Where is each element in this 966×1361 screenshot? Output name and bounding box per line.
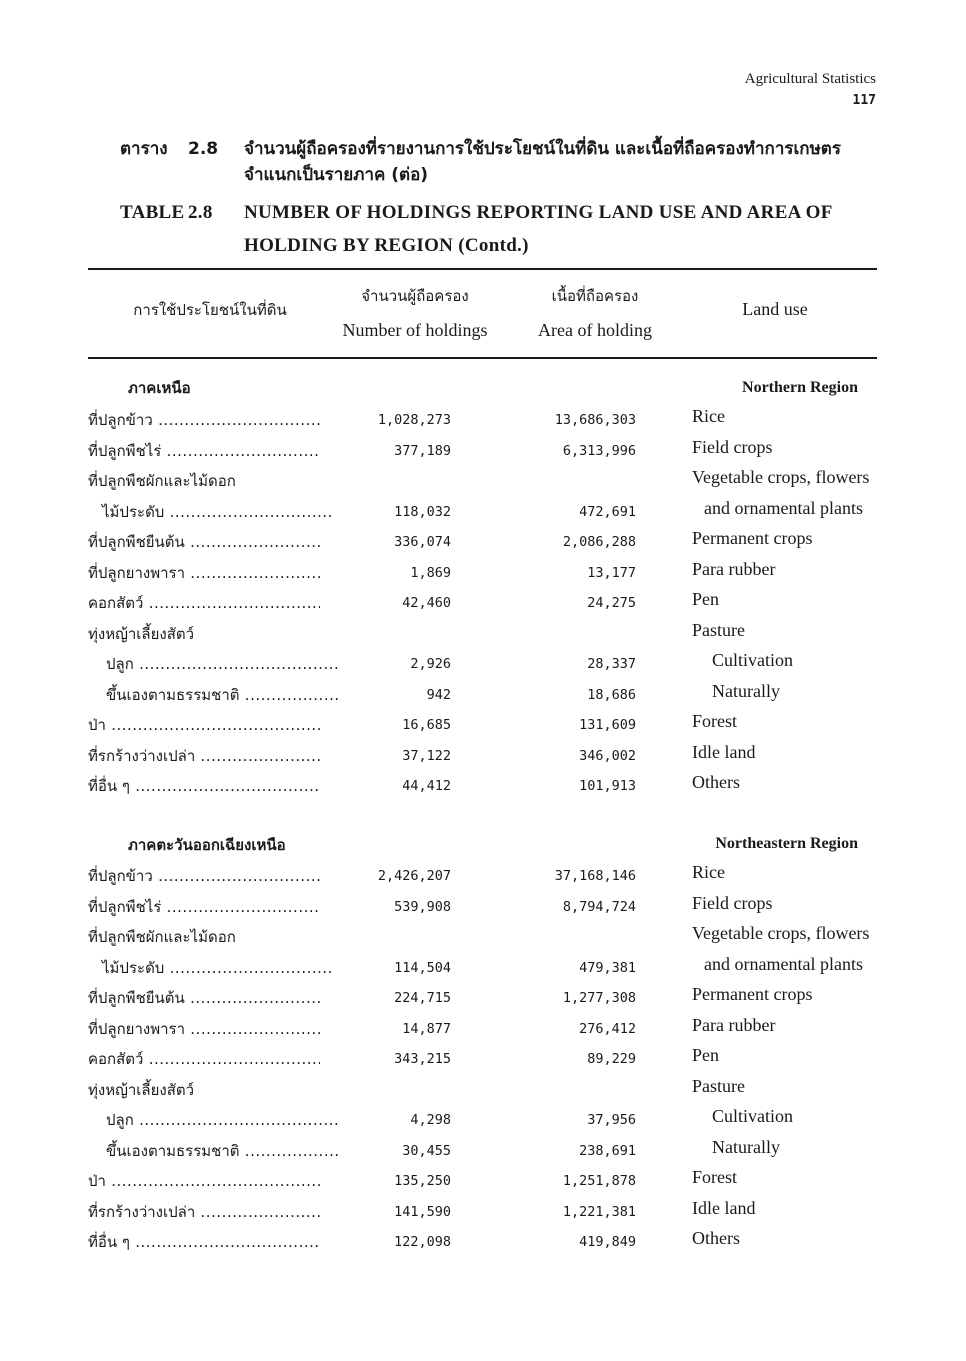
holdings-cell: 44,412 xyxy=(402,778,451,794)
land-use-thai-cell xyxy=(88,925,320,949)
table-row xyxy=(0,436,966,469)
holdings-cell: 42,460 xyxy=(402,595,451,611)
holdings-cell: 118,032 xyxy=(394,503,451,520)
table-row xyxy=(0,864,966,894)
table-row xyxy=(0,892,966,925)
title-eng-line-1: NUMBER OF HOLDINGS REPORTING LAND USE AND AREA OF xyxy=(244,202,833,223)
table-row xyxy=(0,652,966,682)
land-use-thai-text: ที่รกร้างว่างเปล่า ..... xyxy=(88,747,320,765)
land-use-thai-text: ที่ปลูกพืชไร่ ..... xyxy=(88,442,320,460)
land-use-thai-cell xyxy=(88,956,334,980)
land-use-thai-text: ที่ปลูกพืชผักและไม้ดอก xyxy=(88,928,236,946)
land-use-thai-text: ทุ่งหญ้าเลี้ยงสัตว์ xyxy=(88,1080,195,1099)
land-use-english-cell: Others xyxy=(692,772,740,792)
table-row xyxy=(0,1136,966,1169)
table-row xyxy=(0,1075,966,1108)
land-use-english-cell: Idle land xyxy=(692,1197,756,1218)
table-row xyxy=(0,591,966,621)
table-row xyxy=(0,530,966,560)
land-use-thai-cell xyxy=(88,744,320,768)
land-use-thai-cell xyxy=(88,591,320,615)
table-row xyxy=(0,1014,966,1047)
table-row xyxy=(0,680,966,713)
column-header-area-english: Area of holding xyxy=(538,320,652,340)
column-header-holdings xyxy=(325,284,505,341)
land-use-english-cell: Naturally xyxy=(712,680,780,701)
land-use-thai-cell xyxy=(88,1078,320,1102)
land-use-thai-text: ที่รกร้างว่างเปล่า ..... xyxy=(88,1203,320,1221)
land-use-english-cell: Permanent crops xyxy=(692,984,813,1004)
land-use-thai-text: ขึ้นเองตามธรรมชาติ ..... xyxy=(106,686,338,704)
land-use-thai-text: ปลูก ..... xyxy=(106,655,338,673)
holdings-cell: 2,426,207 xyxy=(377,868,451,884)
land-use-thai-text: ที่ปลูกข้าว ..... xyxy=(88,411,320,429)
area-cell: 1,221,381 xyxy=(562,1203,636,1220)
land-use-thai-cell xyxy=(88,683,338,707)
title-eng-line-2: HOLDING BY REGION (Contd.) xyxy=(244,235,529,256)
land-use-thai-text: ไม้ประดับ ..... xyxy=(102,503,334,521)
area-cell: 89,229 xyxy=(587,1051,636,1067)
area-cell: 238,691 xyxy=(579,1142,636,1159)
area-cell: 479,381 xyxy=(579,959,636,976)
land-use-thai-cell xyxy=(88,622,320,646)
land-use-thai-cell xyxy=(88,408,320,432)
land-use-thai-text: ที่ปลูกข้าว ..... xyxy=(88,867,320,885)
land-use-thai-text: ที่ปลูกพืชไร่ ..... xyxy=(88,898,320,916)
area-cell: 2,086,288 xyxy=(562,534,636,550)
area-cell: 346,002 xyxy=(579,747,636,764)
land-use-english-cell: Naturally xyxy=(712,1136,780,1157)
land-use-thai-text: คอกสัตว์ ..... xyxy=(88,1050,320,1068)
holdings-cell: 37,122 xyxy=(402,747,451,764)
table-row xyxy=(0,1230,966,1260)
area-cell: 131,609 xyxy=(579,717,636,733)
land-use-english-cell: Field crops xyxy=(692,436,773,457)
holdings-cell: 377,189 xyxy=(394,442,451,459)
table-header-rule xyxy=(88,357,877,359)
land-use-thai-cell xyxy=(88,1139,338,1163)
holdings-cell: 336,074 xyxy=(394,534,451,550)
land-use-english-cell: Pen xyxy=(692,1045,719,1065)
land-use-english-cell: Rice xyxy=(692,862,725,882)
land-use-thai-text: ที่ปลูกพืชยืนต้น ..... xyxy=(88,989,320,1007)
land-use-english-cell: Para rubber xyxy=(692,1014,776,1035)
region-heading-thai: ภาคเหนือ xyxy=(128,379,191,397)
land-use-english-cell: Forest xyxy=(692,711,737,731)
table-top-rule xyxy=(88,268,877,270)
land-use-thai-text: ป่า ..... xyxy=(88,716,320,734)
table-title-english-text xyxy=(244,196,878,262)
land-use-thai-text: ไม้ประดับ ..... xyxy=(102,959,334,977)
land-use-english-cell: and ornamental plants xyxy=(704,497,863,518)
table-row xyxy=(0,741,966,774)
table-number-english: 2.8 xyxy=(188,202,213,223)
holdings-cell: 1,028,273 xyxy=(377,412,451,428)
land-use-thai-cell xyxy=(88,1230,320,1254)
holdings-cell: 2,926 xyxy=(410,656,451,672)
table-row xyxy=(0,497,966,530)
area-cell: 1,277,308 xyxy=(562,990,636,1006)
land-use-thai-text: ที่ปลูกยางพารา ..... xyxy=(88,1020,320,1038)
table-row xyxy=(0,1047,966,1077)
table-label-english: TABLE xyxy=(120,202,185,223)
land-use-english-cell: Vegetable crops, flowers xyxy=(692,923,870,943)
region-heading-english: Northern Region xyxy=(742,379,858,396)
land-use-english-cell: Others xyxy=(692,1228,740,1248)
land-use-thai-cell xyxy=(88,1108,338,1132)
publication-title: Agricultural Statistics xyxy=(744,71,876,87)
holdings-cell: 539,908 xyxy=(394,898,451,915)
area-cell: 419,849 xyxy=(579,1234,636,1250)
area-cell: 37,956 xyxy=(587,1112,636,1128)
land-use-thai-text: ปลูก ..... xyxy=(106,1111,338,1129)
land-use-thai-text: ป่า ..... xyxy=(88,1172,320,1190)
land-use-thai-cell xyxy=(88,1200,320,1224)
land-use-thai-text: ที่ปลูกพืชยืนต้น ..... xyxy=(88,533,320,551)
area-cell: 101,913 xyxy=(579,778,636,794)
land-use-thai-cell xyxy=(88,500,334,524)
land-use-thai-text: ที่ปลูกยางพารา ..... xyxy=(88,564,320,582)
land-use-thai-cell xyxy=(88,1047,320,1071)
land-use-thai-cell xyxy=(88,1169,320,1193)
land-use-thai-cell xyxy=(88,986,320,1010)
land-use-thai-text: คอกสัตว์ ..... xyxy=(88,594,320,612)
table-row xyxy=(0,1197,966,1230)
title-thai-line-1: จำนวนผู้ถือครองที่รายงานการใช้ประโยชน์ในที่ดิน และเนื้อที่ถือครองทำการเกษตร xyxy=(244,139,841,159)
holdings-cell: 135,250 xyxy=(394,1173,451,1189)
page-number: 117 xyxy=(852,93,876,108)
table-label-thai: ตาราง xyxy=(120,139,168,159)
table-row xyxy=(0,469,966,499)
table-row xyxy=(0,1108,966,1138)
table-row xyxy=(0,925,966,955)
column-header-land-use-thai: การใช้ประโยชน์ในที่ดิน xyxy=(133,301,287,319)
area-cell: 24,275 xyxy=(587,595,636,611)
holdings-cell: 1,869 xyxy=(410,564,451,581)
table-row xyxy=(0,986,966,1016)
land-use-thai-text: ที่ปลูกพืชผักและไม้ดอก xyxy=(88,472,236,490)
column-header-area xyxy=(515,284,675,341)
land-use-english-cell: Pasture xyxy=(692,619,745,640)
holdings-cell: 114,504 xyxy=(394,959,451,976)
area-cell: 28,337 xyxy=(587,656,636,672)
land-use-english-cell: Cultivation xyxy=(712,650,793,670)
land-use-english-cell: Rice xyxy=(692,406,725,426)
table-row xyxy=(0,774,966,804)
table-row xyxy=(0,558,966,591)
land-use-english-cell: Vegetable crops, flowers xyxy=(692,467,870,487)
land-use-english-cell: Para rubber xyxy=(692,558,776,579)
holdings-cell: 30,455 xyxy=(402,1142,451,1159)
region-heading-english: Northeastern Region xyxy=(715,835,858,852)
land-use-thai-text: ขึ้นเองตามธรรมชาติ ..... xyxy=(106,1142,338,1160)
page-header xyxy=(745,68,876,112)
table-title-thai-text xyxy=(244,136,878,188)
land-use-thai-cell xyxy=(88,652,338,676)
table-title-english xyxy=(120,196,878,262)
land-use-thai-cell xyxy=(88,530,320,554)
land-use-english-cell: Pen xyxy=(692,589,719,609)
table-row xyxy=(0,619,966,652)
table-row xyxy=(0,953,966,986)
table-row xyxy=(0,408,966,438)
holdings-cell: 122,098 xyxy=(394,1234,451,1250)
holdings-cell: 343,215 xyxy=(394,1051,451,1067)
title-thai-line-2: จำแนกเป็นรายภาค (ต่อ) xyxy=(244,165,429,185)
table-row xyxy=(0,1169,966,1199)
land-use-english-cell: and ornamental plants xyxy=(704,953,863,974)
area-cell: 37,168,146 xyxy=(554,868,636,884)
holdings-cell: 141,590 xyxy=(394,1203,451,1220)
area-cell: 18,686 xyxy=(587,686,636,703)
land-use-thai-cell xyxy=(88,439,320,463)
land-use-english-cell: Pasture xyxy=(692,1075,745,1096)
land-use-thai-text: ที่อื่น ๆ ..... xyxy=(88,1233,320,1251)
holdings-cell: 16,685 xyxy=(402,717,451,733)
area-cell: 1,251,878 xyxy=(562,1173,636,1189)
holdings-cell: 4,298 xyxy=(410,1112,451,1128)
table-number: 2.8 xyxy=(188,139,219,159)
land-use-english-cell: Forest xyxy=(692,1167,737,1187)
area-cell: 276,412 xyxy=(579,1020,636,1037)
column-header-holdings-thai: จำนวนผู้ถือครอง xyxy=(361,287,469,305)
land-use-english-cell: Permanent crops xyxy=(692,528,813,548)
land-use-thai-cell xyxy=(88,1017,320,1041)
column-header-area-thai: เนื้อที่ถือครอง xyxy=(551,287,639,305)
land-use-thai-cell xyxy=(88,895,320,919)
land-use-thai-text: ทุ่งหญ้าเลี้ยงสัตว์ xyxy=(88,624,195,643)
region-heading-thai: ภาคตะวันออกเฉียงเหนือ xyxy=(128,836,286,854)
land-use-english-cell: Cultivation xyxy=(712,1106,793,1126)
land-use-english-cell: Field crops xyxy=(692,892,773,913)
area-cell: 472,691 xyxy=(579,503,636,520)
area-cell: 6,313,996 xyxy=(562,442,636,459)
holdings-cell: 942 xyxy=(426,686,451,703)
area-cell: 8,794,724 xyxy=(562,898,636,915)
column-header-holdings-english: Number of holdings xyxy=(342,320,488,340)
land-use-thai-cell xyxy=(88,713,320,737)
land-use-thai-text: ที่อื่น ๆ ..... xyxy=(88,777,320,795)
table-title-thai xyxy=(120,136,878,188)
table-row xyxy=(0,713,966,743)
holdings-cell: 224,715 xyxy=(394,990,451,1006)
area-cell: 13,177 xyxy=(587,564,636,581)
column-header-land-use-english: Land use xyxy=(742,299,808,319)
area-cell: 13,686,303 xyxy=(554,412,636,428)
land-use-english-cell: Idle land xyxy=(692,741,756,762)
land-use-thai-cell xyxy=(88,561,320,585)
land-use-thai-cell xyxy=(88,774,320,798)
land-use-thai-cell xyxy=(88,864,320,888)
holdings-cell: 14,877 xyxy=(402,1020,451,1037)
land-use-thai-cell xyxy=(88,469,320,493)
